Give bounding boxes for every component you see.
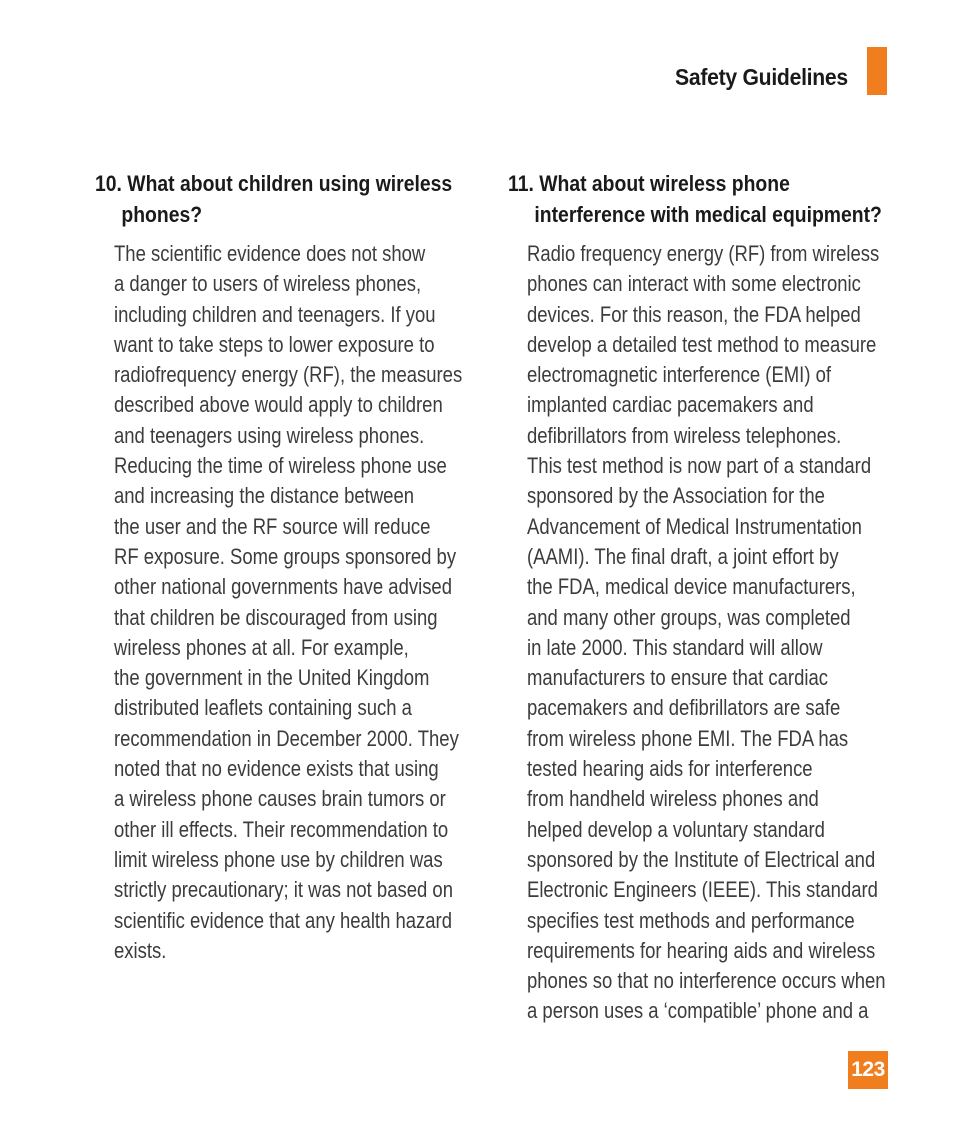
body-text-line: other ill effects. Their recommendation to (114, 816, 449, 842)
body-text-line: scientific evidence that any health hazard (114, 907, 452, 933)
body-text-line: electromagnetic interference (EMI) of (527, 362, 832, 388)
heading-line: interference with medical equipment? (534, 202, 882, 227)
body-text-line: The scientific evidence does not show (114, 241, 426, 266)
body-text-line: manufacturers to ensure that cardiac (527, 665, 828, 691)
body-text-line: want to take steps to lower exposure to (114, 331, 435, 357)
heading-line: 10. What about children using wireless (95, 171, 453, 196)
body-text-line: limit wireless phone use by children was (114, 846, 443, 872)
body-text-line: specifies test methods and performance (527, 907, 855, 933)
body-text-line: and many other groups, was completed (527, 604, 851, 630)
body-text-line: and increasing the distance between (114, 483, 414, 509)
section-medical-interference (508, 168, 898, 1027)
body-text-line: RF exposure. Some groups sponsored by (114, 543, 457, 569)
body-text-line: the government in the United Kingdom (114, 665, 430, 691)
section-heading (95, 168, 453, 230)
body-text-line: including children and teenagers. If you (114, 301, 436, 327)
body-text-line: phones can interact with some electronic (527, 271, 861, 297)
body-text-line: the user and the RF source will reduce (114, 513, 431, 539)
body-text-line: in late 2000. This standard will allow (527, 634, 823, 660)
body-text-line: recommendation in December 2000. They (114, 725, 459, 751)
body-text-line: tested hearing aids for interference (527, 756, 813, 782)
section-body (527, 239, 898, 1027)
body-text-line: helped develop a voluntary standard (527, 816, 825, 842)
body-text-line: develop a detailed test method to measure (527, 331, 877, 357)
body-text-line: sponsored by the Institute of Electrical and (527, 846, 876, 872)
section-heading (508, 168, 882, 230)
body-text-line: the FDA, medical device manufacturers, (527, 574, 856, 600)
body-text-line: from handheld wireless phones and (527, 786, 819, 812)
body-text-line: a person uses a ‘compatible’ phone and a (527, 998, 869, 1024)
body-text-line: distributed leaflets containing such a (114, 695, 412, 721)
heading-line: phones? (121, 202, 203, 227)
body-text-line: radiofrequency energy (RF), the measures (114, 362, 463, 388)
body-text-line: defibrillators from wireless telephones. (527, 422, 842, 448)
body-text-line: and teenagers using wireless phones. (114, 422, 425, 448)
body-text-line: Radio frequency energy (RF) from wireless (527, 241, 880, 266)
body-text-line: pacemakers and defibrillators are safe (527, 695, 841, 721)
body-text-line: noted that no evidence exists that using (114, 756, 439, 782)
body-text-line: described above would apply to children (114, 392, 443, 418)
section-title: Safety Guidelines (675, 64, 848, 90)
body-text-line: other national governments have advised (114, 574, 452, 600)
body-text-line: wireless phones at all. For example, (114, 634, 409, 660)
body-text-line: Reducing the time of wireless phone use (114, 453, 447, 479)
page-number: 123 (848, 1051, 888, 1089)
section-children-wireless (95, 168, 465, 966)
body-text-line: devices. For this reason, the FDA helped (527, 301, 861, 327)
section-body (114, 239, 465, 966)
body-text-line: phones so that no interference occurs when (527, 968, 886, 994)
body-text-line: a danger to users of wireless phones, (114, 271, 422, 297)
body-text-line: a wireless phone causes brain tumors or (114, 786, 446, 812)
body-text-line: from wireless phone EMI. The FDA has (527, 725, 849, 751)
body-text-line: This test method is now part of a standard (527, 453, 872, 479)
body-text-line: implanted cardiac pacemakers and (527, 392, 814, 418)
body-text-line: sponsored by the Association for the (527, 483, 825, 509)
body-text-line: (AAMI). The final draft, a joint effort by (527, 543, 839, 569)
heading-line: 11. What about wireless phone (508, 171, 790, 196)
body-text-line: Electronic Engineers (IEEE). This standard (527, 877, 878, 903)
body-text-line: strictly precautionary; it was not based on (114, 877, 453, 903)
body-text-line: exists. (114, 937, 167, 963)
body-text-line: that children be discouraged from using (114, 604, 438, 630)
section-tab-marker (867, 47, 887, 95)
body-text-line: Advancement of Medical Instrumentation (527, 513, 862, 539)
body-text-line: requirements for hearing aids and wireless (527, 937, 876, 963)
